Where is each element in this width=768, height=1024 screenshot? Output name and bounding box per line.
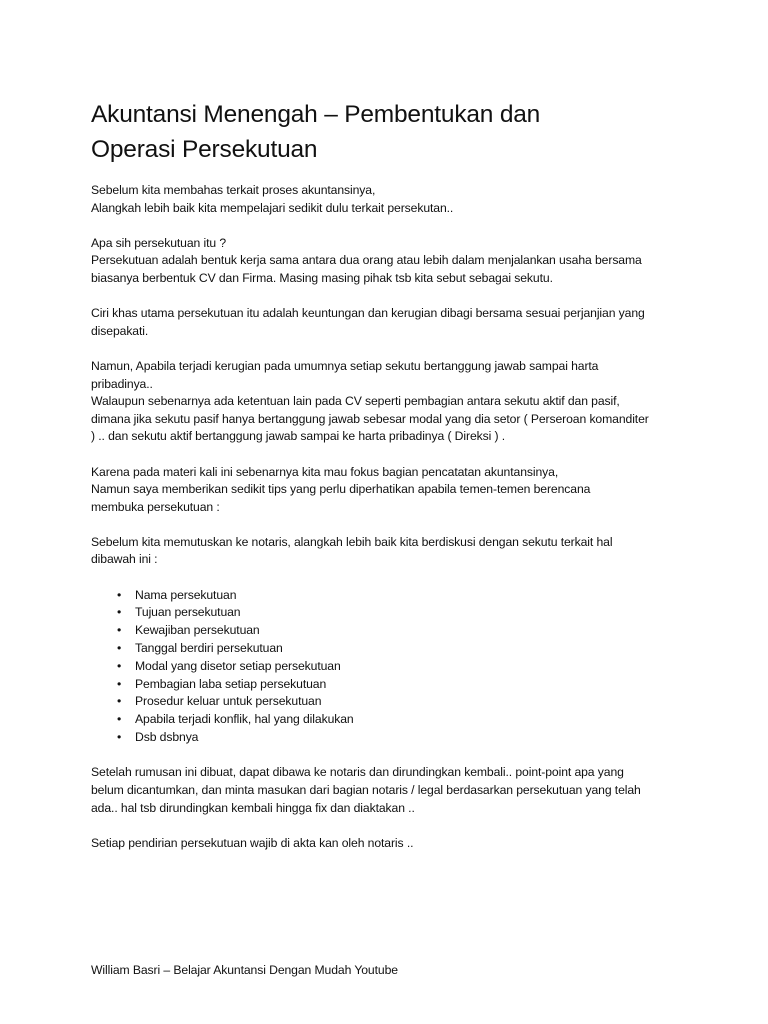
text-line: Alangkah lebih baik kita mempelajari sedikit dulu terkait persekutan.. [91,200,454,215]
list-item [91,693,691,711]
list-item-text: Apabila terjadi konflik, hal yang dilakukan [135,712,354,727]
text-line: Namun, Apabila terjadi kerugian pada umumnya setiap sekutu bertanggung jawab sampai harta [91,358,599,373]
list-item [91,711,691,729]
text-line: Sebelum kita membahas terkait proses akuntansinya, [91,183,376,197]
bullet-icon: • [117,712,122,727]
text-line: biasanya berbentuk CV dan Firma. Masing masing pihak tsb kita sebut sebagai sekutu. [91,270,553,285]
bullet-icon: • [117,605,122,620]
list-item [91,604,691,622]
list-item-text: Nama persekutuan [135,587,237,602]
bullet-icon: • [117,587,122,602]
text-line: membuka persekutuan : [91,499,220,514]
paragraph-definition [91,235,691,288]
title-line: Operasi Persekutuan [91,136,318,163]
bullet-icon: • [117,676,122,691]
document-body [91,182,691,870]
text-line: Karena pada materi kali ini sebenarnya kita mau fokus bagian pencatatan akuntansinya, [91,464,559,479]
list-item-text: Modal yang disetor setiap persekutuan [135,658,341,673]
list-item [91,640,691,658]
page-footer: William Basri – Belajar Akuntansi Dengan Mudah Youtube [91,963,398,977]
text-line: dibawah ini : [91,552,158,567]
list-item [91,587,691,605]
bullet-icon: • [117,730,122,745]
paragraph-liability [91,358,691,446]
text-line: Walaupun sebenarnya ada ketentuan lain pada CV seperti pembagian antara sekutu aktif dan pasif, [91,394,620,409]
text-line: Setiap pendirian persekutuan wajib di akta kan oleh notaris .. [91,835,414,850]
list-item [91,729,691,747]
paragraph-tips [91,464,691,517]
bullet-icon: • [117,623,122,638]
text-line: belum dicantumkan, dan minta masukan dari bagian notaris / legal berdasarkan persekutuan yang telah [91,783,641,798]
paragraph-characteristics [91,305,691,340]
paragraph-closing [91,835,691,853]
list-item [91,658,691,676]
bullet-list [91,587,691,747]
list-item [91,622,691,640]
paragraph-notary [91,764,691,817]
bullet-icon: • [117,658,122,673]
list-item [91,676,691,694]
list-item-text: Kewajiban persekutuan [135,623,260,638]
text-line: ) .. dan sekutu aktif bertanggung jawab sampai ke harta pribadinya ( Direksi ) . [91,429,506,444]
list-item-text: Tujuan persekutuan [135,605,241,620]
text-line: disepakati. [91,323,149,338]
bullet-icon: • [117,694,122,709]
text-line: dimana jika sekutu pasif hanya bertanggung jawab sebesar modal yang dia setor ( Perseroan komanditer [91,411,649,426]
paragraph-intro [91,182,691,217]
text-line: Setelah rumusan ini dibuat, dapat dibawa ke notaris dan dirundingkan kembali.. point-point apa yang [91,765,624,780]
list-item-text: Dsb dsbnya [135,730,199,745]
text-line: Apa sih persekutuan itu ? [91,235,227,250]
text-line: Sebelum kita memutuskan ke notaris, alangkah lebih baik kita berdiskusi dengan sekutu terkait hal [91,534,613,549]
text-line: Namun saya memberikan sedikit tips yang perlu diperhatikan apabila temen-temen berencana [91,482,591,497]
text-line: Ciri khas utama persekutuan itu adalah keuntungan dan kerugian dibagi bersama sesuai perjanjian yang [91,306,645,321]
text-line: pribadinya.. [91,376,153,391]
bullet-icon: • [117,641,122,656]
list-item-text: Tanggal berdiri persekutuan [135,641,283,656]
list-item-text: Pembagian laba setiap persekutuan [135,676,327,691]
list-item-text: Prosedur keluar untuk persekutuan [135,694,322,709]
text-line: ada.. hal tsb dirundingkan kembali hingga fix dan diaktakan .. [91,800,415,815]
paragraph-discussion [91,534,691,569]
text-line: Persekutuan adalah bentuk kerja sama antara dua orang atau lebih dalam menjalankan usaha bersama [91,253,642,268]
title-line: Akuntansi Menengah – Pembentukan dan [91,101,541,128]
document-title [91,97,691,167]
